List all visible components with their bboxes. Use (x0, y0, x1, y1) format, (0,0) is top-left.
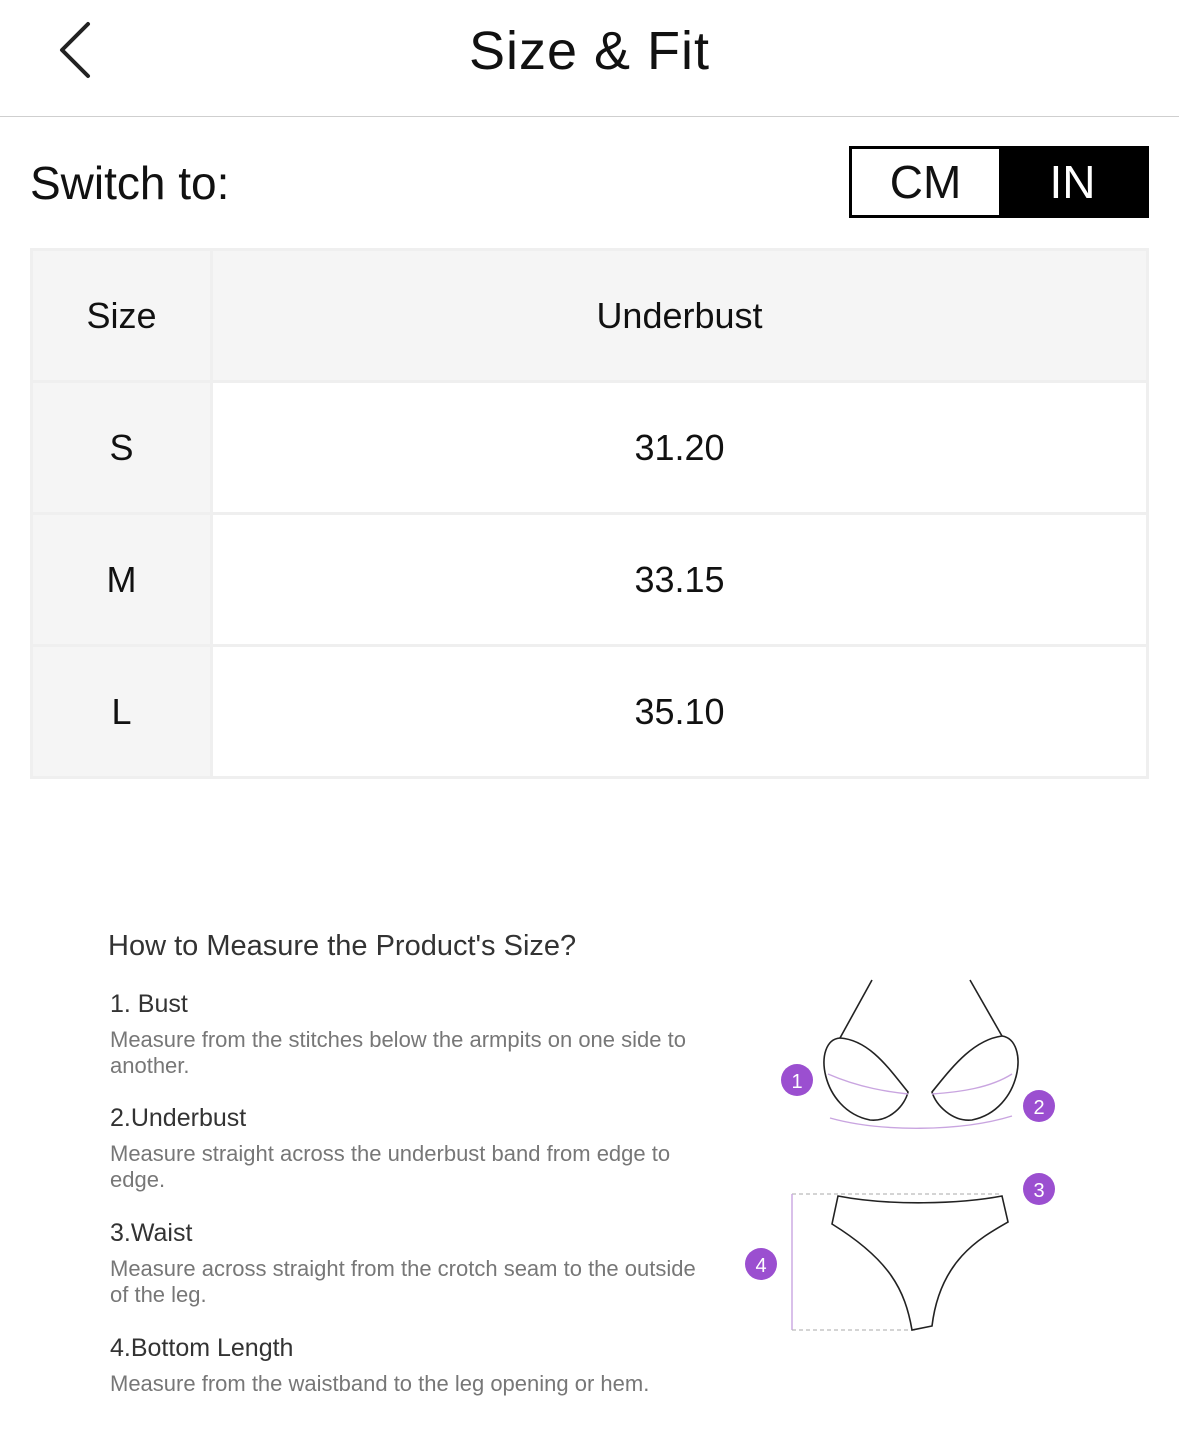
switch-label: Switch to: (30, 157, 230, 209)
marker-4-label: 4 (755, 1255, 767, 1277)
top-bar (0, 0, 1179, 117)
unit-toggle (849, 146, 1149, 218)
step-description: Measure straight across the underbust band from edge to edge. (110, 1141, 671, 1192)
table-row (32, 382, 1148, 514)
underbust-guide-line (830, 1116, 1012, 1128)
step-title: 4.Bottom Length (110, 1334, 294, 1362)
table-row (32, 646, 1148, 778)
table-header-size: Size (32, 250, 212, 382)
measure-guide-title: How to Measure the Product's Size? (108, 930, 577, 962)
underbust-cell: 31.20 (212, 382, 1148, 514)
measure-step-bottom-length (110, 1334, 710, 1397)
size-cell: L (32, 646, 212, 778)
step-description: Measure from the waistband to the leg opening or hem. (110, 1371, 650, 1396)
underbust-cell: 33.15 (212, 514, 1148, 646)
measure-step-waist (110, 1219, 710, 1308)
unit-option-in[interactable]: IN (999, 149, 1146, 215)
bikini-top-illustration (824, 980, 1018, 1120)
size-table (30, 248, 1149, 779)
size-cell: S (32, 382, 212, 514)
step-title: 3.Waist (110, 1219, 193, 1247)
unit-option-cm[interactable]: CM (852, 149, 999, 215)
marker-2-label: 2 (1033, 1097, 1045, 1119)
measure-step-underbust (110, 1104, 710, 1193)
size-cell: M (32, 514, 212, 646)
bikini-bottom-illustration (832, 1196, 1008, 1330)
step-title: 2.Underbust (110, 1104, 247, 1132)
step-description: Measure from the stitches below the armpits on one side to another. (110, 1027, 686, 1078)
page-title: Size & Fit (468, 21, 711, 81)
table-row (32, 514, 1148, 646)
underbust-cell: 35.10 (212, 646, 1148, 778)
step-title: 1. Bust (110, 990, 188, 1018)
measurement-diagram (740, 970, 1070, 1350)
measure-step-bust (110, 990, 710, 1079)
table-header-underbust: Underbust (212, 250, 1148, 382)
marker-3-label: 3 (1033, 1180, 1045, 1202)
table-header-row (32, 250, 1148, 382)
marker-1-label: 1 (791, 1071, 803, 1093)
step-description: Measure across straight from the crotch seam to the outside of the leg. (110, 1256, 696, 1307)
